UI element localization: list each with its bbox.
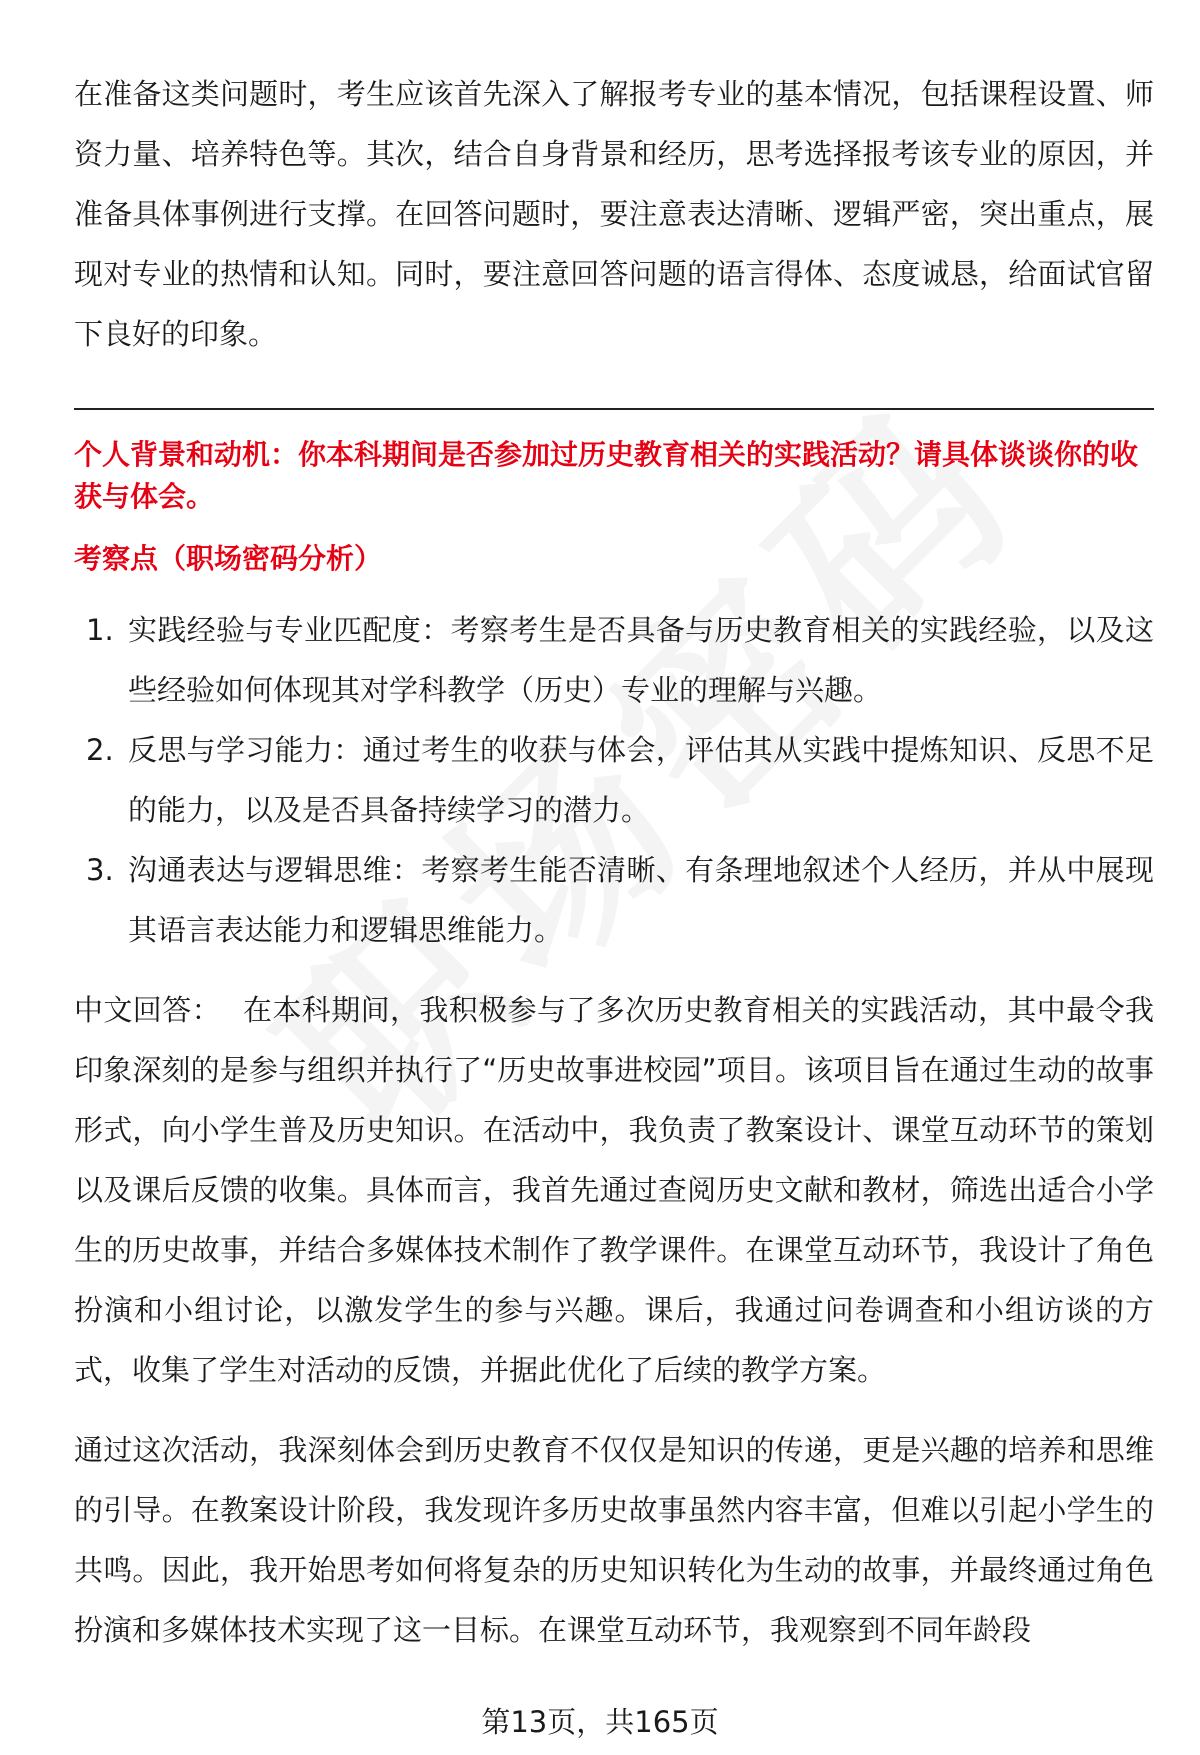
answer-label: 中文回答： [74,993,221,1027]
list-item [74,600,1154,720]
reflection-paragraph: 通过这次活动，我深刻体会到历史教育不仅仅是知识的传递，更是兴趣的培养和思维的引导。在教案设计阶段，我发现许多历史故事虽然内容丰富，但难以引起小学生的共鸣。因此，我开始思考如何将复杂的历史知识转化为生动的故事，并最终通过角色扮演和多媒体技术实现了这一目标。在课堂互动环节，我观察到不同年龄段 [74,1433,1154,1647]
answer-text: 在本科期间，我积极参与了多次历史教育相关的实践活动，其中最令我印象深刻的是参与组织并执行了“历史故事进校园”项目。该项目旨在通过生动的故事形式，向小学生普及历史知识。在活动中，我负责了教案设计、课堂互动环节的策划以及课后反馈的收集。具体而言，我首先通过查阅历史文献和教材，筛选出适合小学生的历史故事，并结合多媒体技术制作了教学课件。在课堂互动环节，我设计了角色扮演和小组讨论，以激发学生的参与兴趣。课后，我通过问卷调查和小组访谈的方式，收集了学生对活动的反馈，并据此优化了后续的教学方案。 [74,993,1154,1387]
list-item [74,840,1154,960]
section-divider [74,408,1154,410]
list-item-number: 1. [86,613,114,647]
page-content [74,64,1154,1660]
analysis-heading: 考察点（职场密码分析） [74,542,383,575]
list-item-text: 实践经验与专业匹配度：考察考生是否具备与历史教育相关的实践经验，以及这些经验如何体现其对学科教学（历史）专业的理解与兴趣。 [128,613,1154,707]
list-item-number: 3. [86,853,114,887]
list-item [74,720,1154,840]
list-item-text: 反思与学习能力：通过考生的收获与体会，评估其从实践中提炼知识、反思不足的能力，以及是否具备持续学习的潜力。 [128,733,1154,827]
answer-paragraph [74,980,1154,1400]
page-footer: 第13页，共165页 [481,1705,719,1739]
question-heading: 个人背景和动机：你本科期间是否参加过历史教育相关的实践活动？请具体谈谈你的收获与体会。 [74,438,1139,513]
analysis-points-list [74,600,1154,960]
list-item-text: 沟通表达与逻辑思维：考察考生能否清晰、有条理地叙述个人经历，并从中展现其语言表达能力和逻辑思维能力。 [128,853,1154,947]
list-item-number: 2. [86,733,114,767]
intro-paragraph: 在准备这类问题时，考生应该首先深入了解报考专业的基本情况，包括课程设置、师资力量、培养特色等。其次，结合自身背景和经历，思考选择报考该专业的原因，并准备具体事例进行支撑。在回答问题时，要注意表达清晰、逻辑严密，突出重点，展现对专业的热情和认知。同时，要注意回答问题的语言得体、态度诚恳，给面试官留下良好的印象。 [74,77,1154,351]
